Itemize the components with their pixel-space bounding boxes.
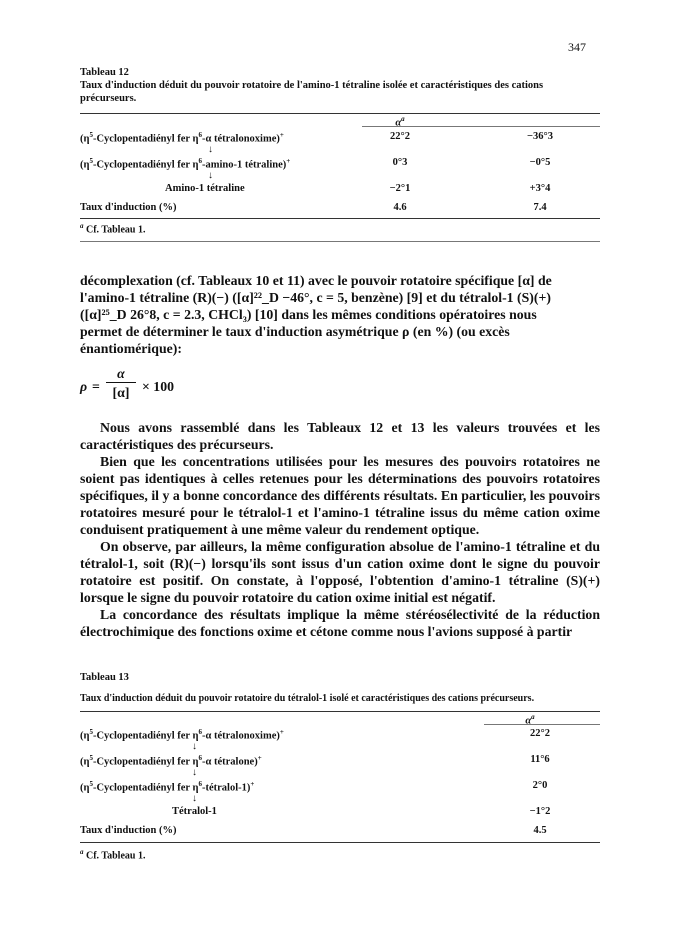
table-12-arrow-row — [80, 171, 600, 182]
body-paragraph-5: La concordance des résultats implique la même stéréosélectivité de la réduction électrochimique des fonctions oxime et cétone comme nous l'avions supposé à partir — [80, 607, 600, 639]
table-13-row — [80, 753, 600, 768]
table-12-header-row — [80, 114, 600, 129]
table-12-row — [80, 130, 600, 145]
table-13-row — [80, 727, 600, 742]
formula-denominator: [α] — [112, 385, 130, 400]
body-text — [80, 272, 600, 640]
formula-lhs: ρ — [80, 379, 88, 394]
down-arrow-icon: ↓ — [192, 741, 197, 752]
table-12-cell-alpha2: −36°3 — [527, 131, 553, 142]
table-12-cell-alpha1: 22°2 — [390, 131, 410, 142]
table-12-arrow-row — [80, 145, 600, 156]
body-line: ([α]²⁵_D 26°8, c = 2.3, CHCl₃) [10] dans les mêmes conditions opératoires nous — [80, 307, 537, 322]
body-line: décomplexation (cf. Tableaux 10 et 11) avec le pouvoir rotatoire spécifique [α] de — [80, 273, 552, 288]
table-12-cell-alpha1: 0°3 — [392, 157, 408, 168]
table-13-header-row — [80, 712, 600, 727]
table-12-cell-alpha2: +3°4 — [529, 183, 551, 194]
table-13-title: Tableau 13 — [80, 672, 129, 683]
table-13-header-alpha: $\alpha^a$ — [525, 713, 535, 727]
table-13-cell-alpha: 2°0 — [532, 780, 548, 791]
table-13-row-label: Taux d'induction (%) — [80, 825, 177, 836]
table-13-arrow-row — [80, 742, 600, 753]
table-12-caption — [80, 79, 600, 105]
table-12-bottom-rule — [80, 218, 600, 219]
table-13-row-label: ($\eta^5$-Cyclopentadiényl fer $\eta^6-\alpha$ tétralone)+ — [80, 754, 262, 768]
induction-formula — [80, 361, 600, 413]
table-13-caption: Taux d'induction déduit du pouvoir rotatoire du tétralol-1 isolé et caractéristiques des cations précurseurs. — [80, 693, 535, 704]
down-arrow-icon: ↓ — [192, 793, 197, 804]
table-13-cell-alpha: 11°6 — [530, 754, 550, 765]
body-line: énantiomérique): — [80, 341, 182, 356]
table-13-footnote: $^a$ Cf. Tableau 1. — [80, 848, 146, 862]
table-13-cell-alpha: −1°2 — [529, 806, 551, 817]
table-12-row — [80, 182, 600, 197]
table-13-cell-alpha: 4.5 — [533, 825, 547, 836]
table-13-row-label: ($\eta^5$-Cyclopentadiényl fer $\eta^6-tétralol-1)^+$ — [80, 780, 255, 794]
body-paragraph-3: Bien que les concentrations utilisées pour les mesures des pouvoirs rotatoires ne soient pas identiques à celles retenues pour les déterminations des pouvoirs rotatoires spécifiques, il y a bonne concordance des différents résultats. En particulier, les pouvoirs rotatoires mesuré pour le tétralol-1 et l'amino-1 tétraline issus du même cation oxime conduisent pratiquement à une même valeur du rendement optique. — [80, 454, 600, 537]
table-13-cell-alpha: 22°2 — [530, 728, 550, 739]
down-arrow-icon: ↓ — [208, 144, 213, 155]
table-12-title: Tableau 12 — [80, 67, 129, 78]
table-12-header-alpha: $\alpha^a$ — [395, 115, 405, 129]
formula-times: × 100 — [142, 379, 175, 394]
formula-fraction — [106, 365, 136, 401]
table-13-row — [80, 805, 600, 820]
table-13-bottom-rule — [80, 842, 600, 843]
table-12-cell-alpha1: −2°1 — [389, 183, 411, 194]
table-13-row-label: ($\eta^5$-Cyclopentadiényl fer $\eta^6-\alpha$ tétralonoxime)+ — [80, 728, 284, 742]
table-12-row-label: Amino-1 tétraline — [165, 183, 245, 194]
table-12-end-rule — [80, 241, 600, 242]
body-line: permet de déterminer le taux d'induction asymétrique ρ (en %) (ou excès — [80, 324, 510, 339]
table-12-cell-alpha2: −0°5 — [529, 157, 551, 168]
table-12-cell-alpha2: 7.4 — [533, 202, 547, 213]
page-number: 347 — [568, 40, 586, 54]
table-13-row — [80, 779, 600, 794]
fraction-bar — [106, 382, 136, 383]
down-arrow-icon: ↓ — [192, 767, 197, 778]
table-12-row — [80, 156, 600, 171]
table-12-caption-line1: Taux d'induction déduit du pouvoir rotatoire de l'amino-1 tétraline isolée et caractéristiques des cations — [80, 80, 544, 91]
formula-equals: = — [92, 379, 100, 394]
body-paragraph-2: Nous avons rassemblé dans les Tableaux 12 et 13 les valeurs trouvées et les caractéristiques des précurseurs. — [80, 420, 600, 452]
body-paragraph-1 — [80, 272, 600, 357]
formula-numerator: α — [117, 366, 125, 381]
table-13 — [80, 671, 600, 861]
down-arrow-icon: ↓ — [208, 170, 213, 181]
body-line: l'amino-1 tétraline (R)(−) ([α]²²_D −46°, c = 5, benzène) [9] et du tétralol-1 (S)(+) — [80, 290, 551, 305]
table-12 — [80, 66, 600, 242]
table-12-caption-line2: précurseurs. — [80, 93, 137, 104]
table-13-row — [80, 824, 600, 839]
table-12-row-label: ($\eta^5$-Cyclopentadiényl fer $\eta^6-amino-1$ tétraline)+ — [80, 157, 291, 171]
table-12-row-label: ($\eta^5$-Cyclopentadiényl fer $\eta^6-\alpha$ tétralonoxime)+ — [80, 131, 284, 145]
table-13-arrow-row — [80, 794, 600, 805]
table-12-footnote: $^a$ Cf. Tableau 1. — [80, 222, 146, 236]
table-13-row-label: Tétralol-1 — [172, 806, 217, 817]
body-paragraph-4: On observe, par ailleurs, la même configuration absolue de l'amino-1 tétraline et du tétralol-1, soit (R)(−) lorsqu'ils sont issus d'un cation oxime dont le signe du pouvoir rotatoire est positif. On constate, à l'opposé, l'obtention d'amino-1 tétraline (S)(+) lorsque le signe du pouvoir rotatoire du cation oxime initial est négatif. — [80, 539, 600, 605]
table-13-arrow-row — [80, 768, 600, 779]
table-12-row — [80, 201, 600, 216]
table-12-cell-alpha1: 4.6 — [393, 202, 407, 213]
table-12-row-label: Taux d'induction (%) — [80, 202, 177, 213]
